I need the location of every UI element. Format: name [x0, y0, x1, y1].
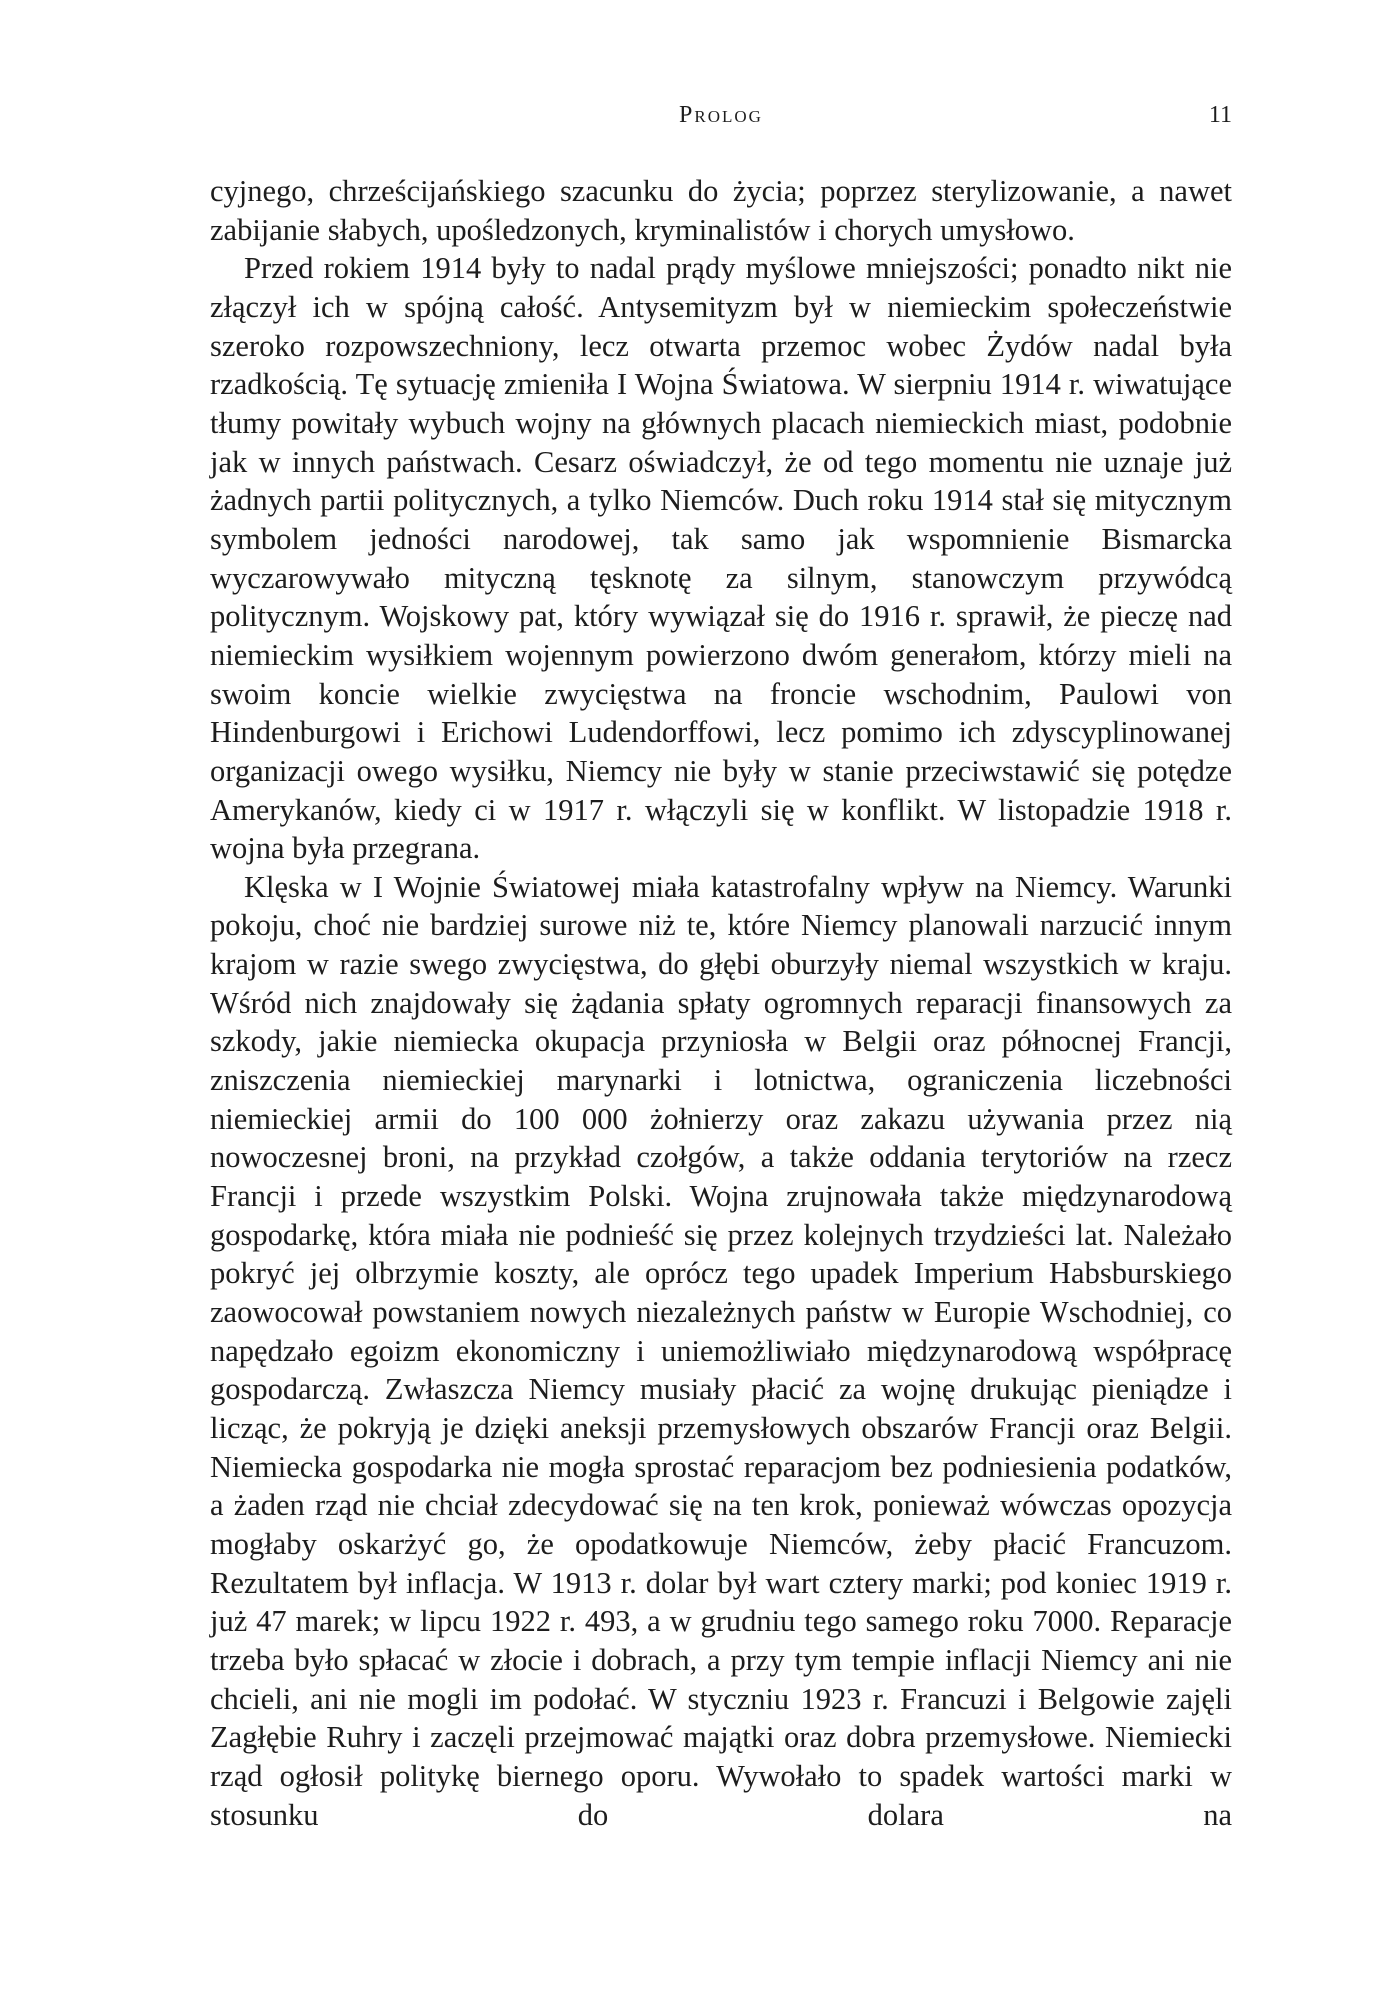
page-number: 11 — [1208, 102, 1232, 128]
running-title: Prolog — [679, 102, 763, 128]
paragraph-defeat-wwi: Klęska w I Wojnie Światowej miała katastrofalny wpływ na Niemcy. Warunki pokoju, choć nie bardziej surowe niż te, które Niemcy planowali narzucić innym krajom w razie swego zwycięstwa, do głębi oburzyły niemal wszystkich w kraju. Wśród nich znajdowały się żądania spłaty ogromnych reparacji finansowych za szkody, jakie niemiecka okupacja przyniosła w Belgii oraz północnej Francji, zniszczenia niemieckiej marynarki i lotnictwa, ograniczenia liczebności niemieckiej armii do 100 000 żołnierzy oraz zakazu używania przez nią nowoczesnej broni, na przykład czołgów, a także oddania terytoriów na rzecz Francji i przede wszystkim Polski. Wojna zrujnowała także międzynarodową gospodarkę, która miała nie podnieść się przez kolejnych trzydzieści lat. Należało pokryć jej olbrzymie koszty, ale oprócz tego upadek Imperium Habsburskiego zaowocował powstaniem nowych niezależnych państw w Europie Wschodniej, co napędzało egoizm ekonomiczny i uniemożliwiało międzynarodową współpracę gospodarczą. Zwłaszcza Niemcy musiały płacić za wojnę drukując pieniądze i licząc, że pokryją je dzięki aneksji przemysłowych obszarów Francji oraz Belgii. Niemiecka gospodarka nie mogła sprostać reparacjom bez podniesienia podatków, a żaden rząd nie chciał zdecydować się na ten krok, ponieważ wówczas opozycja mogłaby oskarżyć go, że opodatkowuje Niemców, żeby płacić Francuzom. Rezultatem był inflacja. W 1913 r. dolar był wart cztery marki; pod koniec 1919 r. już 47 marek; w lipcu 1922 r. 493, a w grudniu tego samego roku 7000. Reparacje trzeba było spłacać w złocie i dobrach, a przy tym tempie inflacji Niemcy ani nie chcieli, ani nie mogli im podołać. W styczniu 1923 r. Francuzi i Belgowie zajęli Zagłębie Ruhry i zaczęli przejmować majątki oraz dobra przemysłowe. Niemiecki rząd ogłosił politykę biernego oporu. Wywołało to spadek wartości marki w stosunku do dolara na — [210, 869, 1232, 1832]
running-header — [210, 102, 1232, 136]
paragraph-before-1914: Przed rokiem 1914 były to nadal prądy myślowe mniejszości; ponadto nikt nie złączył ich w spójną całość. Antysemityzm był w niemieckim społeczeństwie szeroko rozpowszechniony, lecz otwarta przemoc wobec Żydów nadal była rzadkością. Tę sytuację zmieniła I Wojna Światowa. W sierpniu 1914 r. wiwatujące tłumy powitały wybuch wojny na głównych placach niemieckich miast, podobnie jak w innych państwach. Cesarz oświadczył, że od tego momentu nie uznaje już żadnych partii politycznych, a tylko Niemców. Duch roku 1914 stał się mitycznym symbolem jedności narodowej, tak samo jak wspomnienie Bismarcka wyczarowywało mityczną tęsknotę za silnym, stanowczym przywódcą politycznym. Wojskowy pat, który wywiązał się do 1916 r. sprawił, że pieczę nad niemieckim wysiłkiem wojennym powierzono dwóm generałom, którzy mieli na swoim koncie wielkie zwycięstwa na froncie wschodnim, Paulowi von Hindenburgowi i Erichowi Ludendorffowi, lecz pomimo ich zdyscyplinowanej organizacji owego wysiłku, Niemcy nie były w stanie przeciwstawić się potędze Amerykanów, kiedy ci w 1917 r. włączyli się w konflikt. W listopadzie 1918 r. wojna była przegrana. — [210, 251, 1232, 866]
paragraph-continuation: cyjnego, chrześcijańskiego szacunku do życia; poprzez sterylizowanie, a nawet zabijanie słabych, upośledzonych, kryminalistów i chorych umysłowo. — [210, 174, 1232, 247]
body-text — [210, 172, 1232, 1834]
